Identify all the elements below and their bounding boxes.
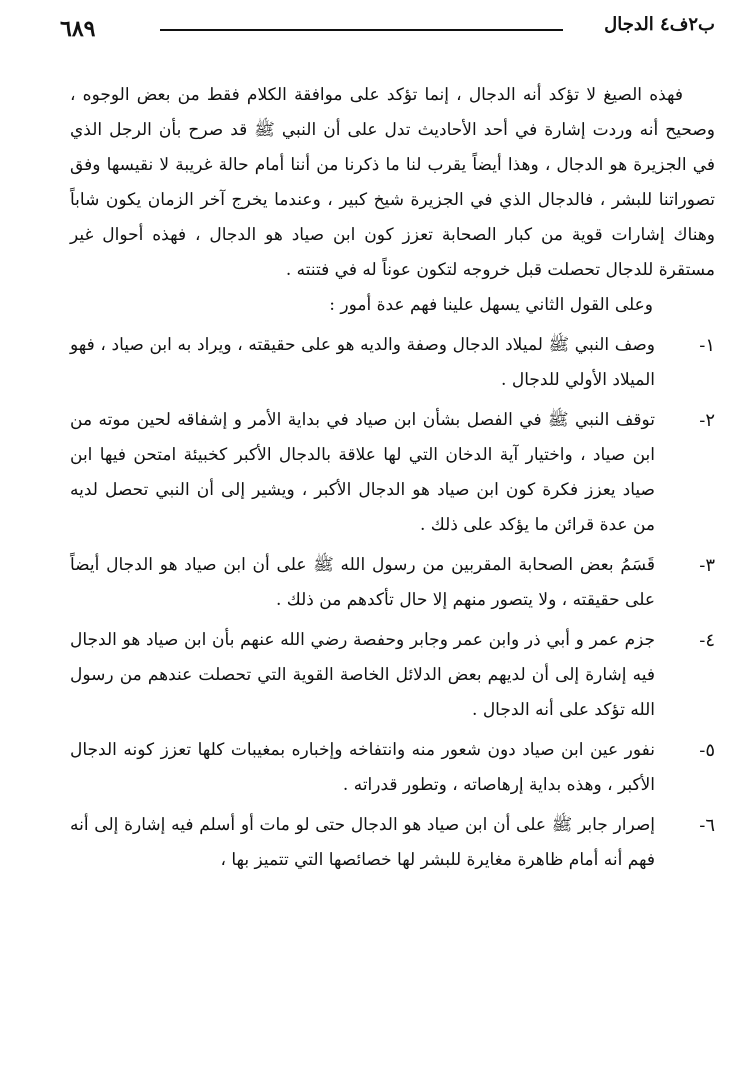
running-title: ب٢ف٤ الدجال: [604, 14, 715, 35]
item-text: توقف النبي ﷺ في الفصل بشأن ابن صياد في بداية الأمر و إشفاقه لحين موته من ابن صياد ، واختيار آية الدخان التي لها علاقة بالدجال الأكبر كخبيئة امتحن فيها ابن صياد يعزز فكرة كون ابن صياد هو الدجال الأكبر ، ويشير إلى أن النبي تحصل لديه من عدة قرائن ما يؤكد على ذلك .: [70, 410, 655, 535]
item-number: ٦-: [699, 815, 715, 836]
item-text: وصف النبي ﷺ لميلاد الدجال وصفة والديه هو على حقيقته ، ويراد به ابن صياد ، فهو الميلاد الأولي للدجال .: [70, 335, 655, 390]
item-number: ٥-: [699, 740, 715, 761]
list-item: [70, 623, 715, 728]
item-text: نفور عين ابن صياد دون شعور منه وانتفاخه وإخباره بمغيبات كلها تعزز كونه الدجال الأكبر ، وهذه بداية إرهاصاته ، وتطور قدراته .: [70, 740, 655, 795]
item-number: ١-: [699, 335, 715, 356]
item-number: ٤-: [699, 630, 715, 651]
list-item: [70, 548, 715, 618]
lead-line: وعلى القول الثاني يسهل علينا فهم عدة أمور :: [329, 295, 653, 315]
item-number: ٢-: [699, 410, 715, 431]
item-text: إصرار جابر ﷺ على أن ابن صياد هو الدجال حتى لو مات أو أسلم فيه إشارة إلى أنه فهم أنه أمام ظاهرة مغايرة للبشر لها خصائصها التي تتميز بها ،: [70, 815, 655, 870]
list-item: [70, 733, 715, 803]
page-number: ٦٨٩: [60, 16, 96, 42]
item-text: قَسَمُ بعض الصحابة المقربين من رسول الله ﷺ على أن ابن صياد هو الدجال أيضاً على حقيقته ، ولا يتصور منهم إلا حال تأكدهم من ذلك .: [70, 555, 655, 610]
numbered-list: [70, 328, 715, 878]
item-text: جزم عمر و أبي ذر وابن عمر وجابر وحفصة رضي الله عنهم بأن ابن صياد هو الدجال فيه إشارة إلى أن لديهم بعض الدلائل الخاصة القوية التي تحصلت عندهم من رسول الله تؤكد على أنه الدجال .: [70, 630, 655, 720]
page-header: [60, 14, 715, 54]
list-item: [70, 328, 715, 398]
intro-paragraph: فهذه الصيغ لا تؤكد أنه الدجال ، إنما تؤكد على موافقة الكلام فقط من بعض الوجوه ، وصحيح أنه وردت إشارة في أحد الأحاديث تدل على أن النبي ﷺ قد صرح بأن الرجل الذي في الجزيرة هو الدجال ، وهذا أيضاً يقرب لنا ما ذكرنا من أننا أمام حالة غريبة لا نقيسها وفق تصوراتنا للبشر ، فالدجال الذي في الجزيرة شيخ كبير ، وعندما يخرج آخر الزمان يكون شاباً وهناك إشارات قوية من كبار الصحابة تعزز كون ابن صياد هو الدجال ، فهذه أحوال غير مستقرة للدجال تحصلت قبل خروجه لتكون عوناً له في فتنته .: [70, 85, 715, 280]
body-text: [70, 78, 715, 878]
list-item: [70, 808, 715, 878]
list-item: [70, 403, 715, 543]
item-number: ٣-: [699, 555, 715, 576]
header-rule: [160, 29, 563, 31]
